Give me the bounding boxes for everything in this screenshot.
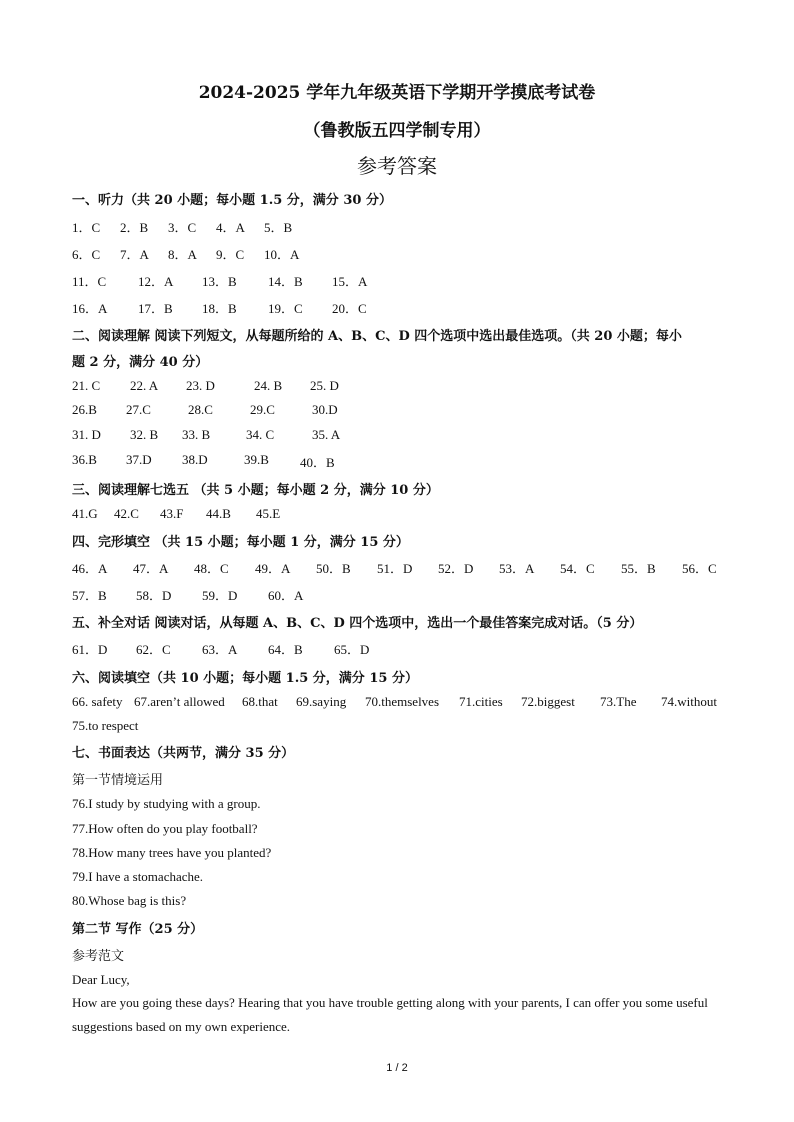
answer: 57．B <box>72 588 107 603</box>
answer: 68.that <box>242 694 278 709</box>
answer: 80.Whose bag is this? <box>72 893 187 908</box>
section-2-row-4 <box>72 452 732 470</box>
answer: 47．A <box>133 561 169 576</box>
section-3-row <box>72 506 732 524</box>
answer: 17．B <box>138 301 173 316</box>
sample-essay-label: 参考范文 <box>72 949 125 964</box>
answer: 49．A <box>255 561 291 576</box>
answer: 45.E <box>256 506 281 521</box>
answer: 37.D <box>126 452 152 467</box>
answer: 75.to respect <box>72 718 139 733</box>
answer: 24. B <box>254 378 283 393</box>
answer: 50．B <box>316 561 351 576</box>
section-3-heading: 三、阅读理解七选五 （共 5 小题；每小题 2 分，满分 10 分） <box>72 483 439 498</box>
section-2-row-3 <box>72 427 732 445</box>
answer: 33. B <box>182 427 211 442</box>
answer: 59．D <box>202 588 238 603</box>
answer: 56．C <box>682 561 717 576</box>
essay-body: How are you going these days? Hearing that you have trouble getting along with your parents, I can offer you some useful suggestions based on my own experience. <box>72 995 708 1034</box>
answer: 23. D <box>186 378 215 393</box>
answer: 69.saying <box>296 694 347 709</box>
answer: 76.I study by studying with a group. <box>72 796 261 811</box>
section-2-row-2 <box>72 402 732 420</box>
answer: 26.B <box>72 402 97 417</box>
answer: 16．A <box>72 301 108 316</box>
answer: 61．D <box>72 642 108 657</box>
answer: 3．C <box>168 220 197 235</box>
answer: 42.C <box>114 506 139 521</box>
answer: 5．B <box>264 220 293 235</box>
answer: 30.D <box>312 402 338 417</box>
answer-heading: 参考答案 <box>357 154 437 178</box>
section-4-row-1 <box>72 558 732 576</box>
answer: 6．C <box>72 247 101 262</box>
answer: 19．C <box>268 301 303 316</box>
answer: 65．D <box>334 642 370 657</box>
answer: 31. D <box>72 427 101 442</box>
section-7-part-1-heading: 第一节情境运用 <box>72 773 164 788</box>
section-7-heading: 七、书面表达（共两节，满分 35 分） <box>72 746 295 761</box>
answer: 43.F <box>160 506 184 521</box>
section-4-row-2 <box>72 585 732 603</box>
answer: 21. C <box>72 378 101 393</box>
answer: 51．D <box>377 561 413 576</box>
answer: 7．A <box>120 247 149 262</box>
answer: 72.biggest <box>521 694 575 709</box>
answer: 73.The <box>600 694 637 709</box>
answer: 53．A <box>499 561 535 576</box>
answer: 11．C <box>72 274 107 289</box>
exam-title: 2024-2025 学年九年级英语下学期开学摸底考试卷 <box>198 83 596 103</box>
answer: 22. A <box>130 378 159 393</box>
answer: 1．C <box>72 220 101 235</box>
answer: 55．B <box>621 561 656 576</box>
answer: 41.G <box>72 506 98 521</box>
answer: 36.B <box>72 452 97 467</box>
section-5-row <box>72 639 732 657</box>
answer: 18．B <box>202 301 237 316</box>
page-number: 1 / 2 <box>386 1062 408 1074</box>
answer: 79.I have a stomachache. <box>72 869 204 884</box>
answer: 38.D <box>182 452 208 467</box>
section-6-heading: 六、阅读填空（共 10 小题；每小题 1.5 分，满分 15 分） <box>72 671 418 686</box>
section-1-row-2 <box>72 244 732 262</box>
answer: 58．D <box>136 588 172 603</box>
answer: 63．A <box>202 642 238 657</box>
essay-greeting: Dear Lucy, <box>72 972 130 987</box>
answer: 13．B <box>202 274 237 289</box>
answer: 15．A <box>332 274 368 289</box>
answer: 44.B <box>206 506 231 521</box>
answer: 25. D <box>310 378 339 393</box>
answer: 12．A <box>138 274 174 289</box>
answer: 78.How many trees have you planted? <box>72 845 272 860</box>
answer: 64．B <box>268 642 303 657</box>
answer: 9．C <box>216 247 245 262</box>
answer: 8．A <box>168 247 197 262</box>
section-6-row <box>72 694 732 712</box>
section-1-heading: 一、听力（共 20 小题；每小题 1.5 分，满分 30 分） <box>72 193 392 208</box>
answer: 34. C <box>246 427 275 442</box>
answer: 29.C <box>250 402 275 417</box>
answer: 67.aren’t allowed <box>134 694 225 709</box>
section-5-heading: 五、补全对话 阅读对话，从每题 A、B、C、D 四个选项中，选出一个最佳答案完成对话。（5 分） <box>72 616 643 631</box>
answer: 27.C <box>126 402 151 417</box>
answer: 66. safety <box>72 694 123 709</box>
answer: 10．A <box>264 247 300 262</box>
answer: 48．C <box>194 561 229 576</box>
answer: 4．A <box>216 220 245 235</box>
answer: 46．A <box>72 561 108 576</box>
answer: 62．C <box>136 642 171 657</box>
answer: 40．B <box>300 455 335 470</box>
section-2-row-1 <box>72 378 732 396</box>
section-2-heading: 二、阅读理解 阅读下列短文，从每题所给的 A、B、C、D 四个选项中选出最佳选项。（共 20 小题；每小 <box>72 329 682 344</box>
answer: 35. A <box>312 427 341 442</box>
answer: 60．A <box>268 588 304 603</box>
exam-subtitle: （鲁教版五四学制专用） <box>303 121 491 141</box>
answer: 70.themselves <box>365 694 440 709</box>
section-1-row-4 <box>72 298 732 316</box>
answer: 77.How often do you play football? <box>72 821 258 836</box>
answer: 74.without <box>661 694 717 709</box>
section-4-heading: 四、完形填空 （共 15 小题；每小题 1 分，满分 15 分） <box>72 535 409 550</box>
answer: 32. B <box>130 427 159 442</box>
answer: 39.B <box>244 452 269 467</box>
answer: 52．D <box>438 561 474 576</box>
answer: 71.cities <box>459 694 503 709</box>
answer: 2．B <box>120 220 149 235</box>
answer: 14．B <box>268 274 303 289</box>
answer: 28.C <box>188 402 213 417</box>
section-7-part-2-heading: 第二节 写作（25 分） <box>72 922 204 937</box>
section-1-row-1 <box>72 217 732 235</box>
section-1-row-3 <box>72 271 732 289</box>
section-2-heading-cont: 题 2 分，满分 40 分） <box>72 355 209 370</box>
answer: 20．C <box>332 301 367 316</box>
answer: 54．C <box>560 561 595 576</box>
